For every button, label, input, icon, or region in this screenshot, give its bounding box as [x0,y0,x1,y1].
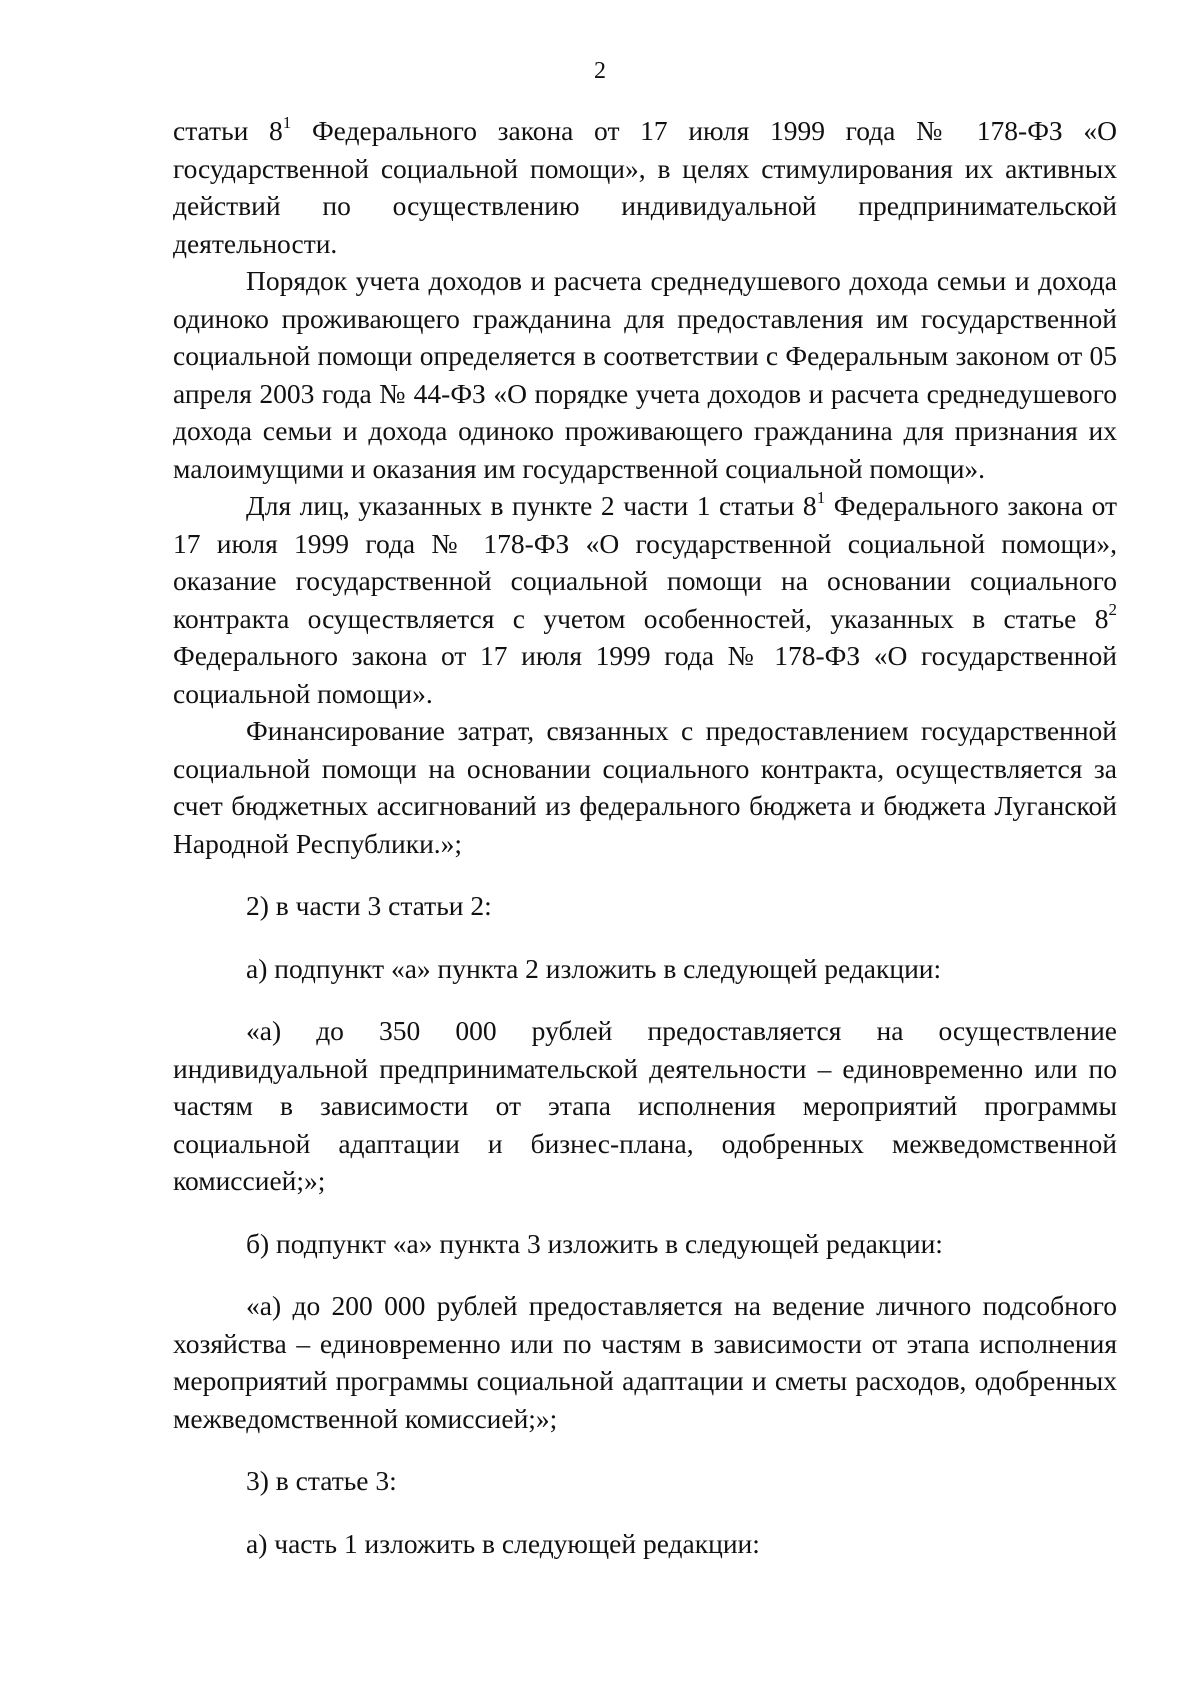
superscript: 2 [1108,600,1117,620]
page-number: 2 [594,58,606,84]
paragraph-5: 2) в части 3 статьи 2: [246,890,492,921]
paragraph-4: Финансирование затрат, связанных с предоставлением государственной социальной помощи на основании социального контракта, осуществляется за счет бюджетных ассигнований из федерального бюджета и бюджета Луганской Народной Республики.»; [173,715,1117,859]
paragraph-1-part-b: Федерального закона от 17 июля 1999 года № 178-ФЗ «О государственной социальной помощи», в целях стимулирования их активных действий по осуществлению индивидуальной предпринимательской деятельности. [173,115,1117,259]
paragraph-11: а) часть 1 изложить в следующей редакции: [246,1527,760,1559]
paragraph-9: «а) до 200 000 рублей предоставляется на ведение личного подсобного хозяйства – единовременно или по частям в зависимости от этапа исполнения мероприятий программы социальной адаптации и сметы расходов, одобренных межведомственной комиссией;»; [173,1290,1117,1434]
paragraph-1 [173,112,1117,262]
paragraph-3-part-b: Федерального закона от 17 июля 1999 года № 178-ФЗ «О государственной социальной помощи», оказание государственной социальной помощи на основании социального контракта осуществляется с учетом особенностей, указанных в статье 8 [173,490,1117,634]
paragraph-10: 3) в статье 3: [246,1465,397,1496]
paragraph-1-part-a: статьи 8 [173,115,283,146]
superscript: 1 [282,112,292,132]
paragraph-8: б) подпункт «а» пункта 3 изложить в следующей редакции: [246,1227,943,1259]
paragraph-3-part-c: Федерального закона от 17 июля 1999 года № 178-ФЗ «О государственной социальной помощи». [173,640,1117,709]
paragraph-2: Порядок учета доходов и расчета среднедушевого дохода семьи и дохода одиноко проживающего гражданина для предоставления им государственной социальной помощи определяется в соответствии с Федеральным законом от 05 апреля 2003 года № 44-ФЗ «О порядке учета доходов и расчета среднедушевого дохода семьи и дохода одиноко проживающего гражданина для признания их малоимущими и оказания им государственной социальной помощи». [173,265,1117,484]
superscript: 1 [816,487,826,507]
document-body [173,112,1117,1562]
paragraph-3 [173,487,1117,712]
paragraph-3-part-a: Для лиц, указанных в пункте 2 части 1 статьи 8 [246,490,817,521]
paragraph-6: а) подпункт «а» пункта 2 изложить в следующей редакции: [246,952,942,984]
paragraph-7: «а) до 350 000 рублей предоставляется на осуществление индивидуальной предпринимательской деятельности – единовременно или по частям в зависимости от этапа исполнения мероприятий программы социальной адаптации и бизнес-плана, одобренных межведомственной комиссией;»; [173,1015,1117,1196]
